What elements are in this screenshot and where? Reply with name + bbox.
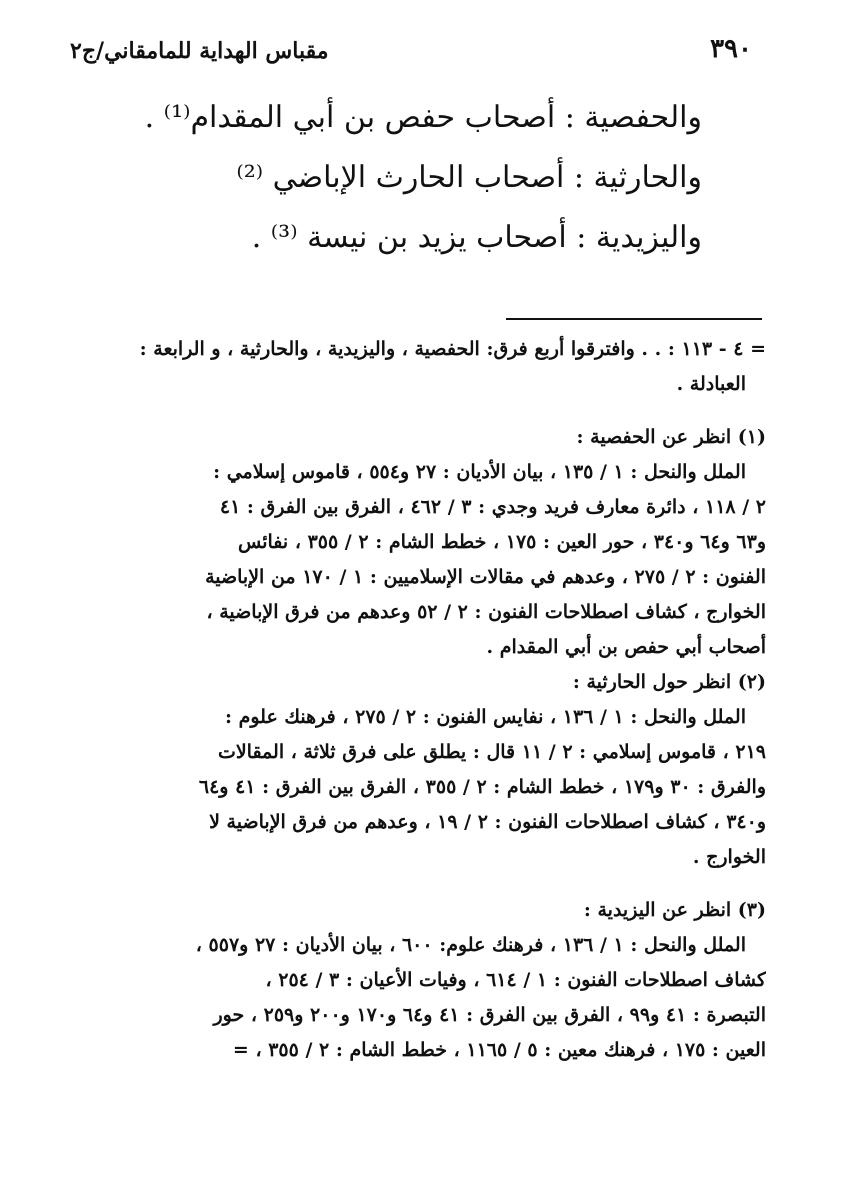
- footnote-2-line: ٢١٩ ، قاموس إسلامي : ٢ / ١١ قال : يطلق على فرق ثلاثة ، المقالات: [217, 741, 766, 763]
- footnote-3-heading: (٣) انظر عن اليزيدية :: [583, 899, 766, 921]
- footnote-1-line: و٦٣ و٦٤ و٣٤٠ ، حور العين : ١٧٥ ، خطط الشام : ٢ / ٣٥٥ ، نفائس: [238, 531, 766, 553]
- footnote-2-heading: (٢) انظر حول الحارثية :: [572, 671, 766, 693]
- footnote-1-line: أصحاب أبي حفص بن أبي المقدام .: [486, 636, 766, 658]
- main-line: والحفصية : أصحاب حفص بن أبي المقدام⁽¹⁾ .: [144, 100, 702, 135]
- footnote-2-line: والفرق : ٣٠ و١٧٩ ، خطط الشام : ٢ / ٣٥٥ ، الفرق بين الفرق : ٤١ و٦٤: [198, 776, 766, 798]
- main-line: واليزيدية : أصحاب يزيد بن نيسة ⁽³⁾ .: [251, 220, 702, 255]
- page-number: ٣٩٠: [710, 34, 752, 64]
- main-text: [70, 88, 702, 268]
- footnote-3-line: كشاف اصطلاحات الفنون : ١ / ٦١٤ ، وفيات الأعيان : ٣ / ٢٥٤ ،: [265, 969, 766, 991]
- page-header: [70, 34, 752, 74]
- footnote-1-heading: (١) انظر عن الحفصية :: [576, 426, 766, 448]
- footnote-3-line: التبصرة : ٤١ و٩٩ ، الفرق بين الفرق : ٤١ و٦٤ و١٧٠ و٢٠٠ و٢٥٩ ، حور: [213, 1004, 766, 1026]
- footnote-2-line: الملل والنحل : ١ / ١٣٦ ، نفايس الفنون : ٢ / ٢٧٥ ، فرهنك علوم :: [224, 706, 746, 728]
- footnote-2-line: و٣٤٠ ، كشاف اصطلاحات الفنون : ٢ / ١٩ ، وعدهم من فرق الإباضية لا: [209, 811, 766, 833]
- running-title: مقباس الهداية للمامقاني/ج٢: [70, 38, 329, 64]
- footnote-1-line: الخوارج ، كشاف اصطلاحات الفنون : ٢ / ٥٢ وعدهم من فرق الإباضية ،: [206, 601, 766, 623]
- footnote-3-line: العين : ١٧٥ ، فرهنك معين : ٥ / ١١٦٥ ، خطط الشام : ٢ / ٣٥٥ ، =: [232, 1039, 766, 1061]
- main-line: والحارثية : أصحاب الحارث الإباضي ⁽²⁾: [236, 160, 702, 195]
- footnote-1-line: الملل والنحل : ١ / ١٣٥ ، بيان الأديان : ٢٧ و٥٥٤ ، قاموس إسلامي :: [213, 461, 746, 483]
- footnote-continuation-line: = ٤ - ١١٣ : . . وافترقوا أربع فرق: الحفصية ، واليزيدية ، والحارثية ، و الرابعة :: [139, 338, 766, 360]
- footnotes: [72, 332, 766, 1068]
- footnote-2-line: الخوارج .: [692, 846, 766, 868]
- footnote-1-line: ٢ / ١١٨ ، دائرة معارف فريد وجدي : ٣ / ٤٦٢ ، الفرق بين الفرق : ٤١: [219, 496, 766, 518]
- footnote-continuation-line: العبادلة .: [676, 373, 746, 395]
- footnote-3-line: الملل والنحل : ١ / ١٣٦ ، فرهنك علوم: ٦٠٠ ، بيان الأديان : ٢٧ و٥٥٧ ،: [195, 934, 746, 956]
- footnote-separator: [506, 318, 762, 320]
- footnote-1-line: الفنون : ٢ / ٢٧٥ ، وعدهم في مقالات الإسلاميين : ١ / ١٧٠ من الإباضية: [205, 566, 766, 588]
